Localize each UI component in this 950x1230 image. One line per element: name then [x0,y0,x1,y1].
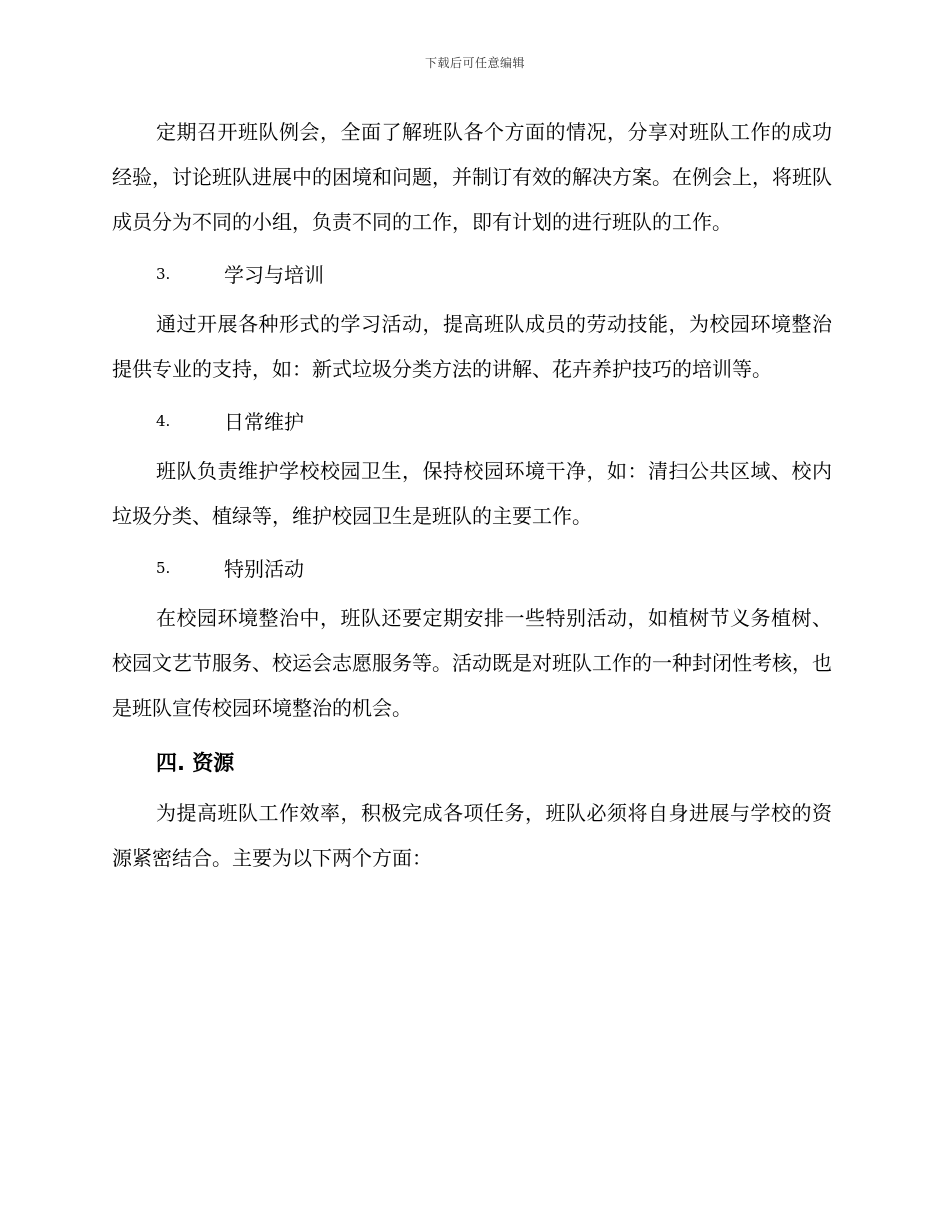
paragraph-daily-maintenance: 班队负责维护学校校园卫生，保持校园环境干净，如：清扫公共区域、校内垃圾分类、植绿等，维护校园卫生是班队的主要工作。 [112,459,832,528]
section-heading-resources: 四. 资源 [156,751,235,775]
paragraph-resources: 为提高班队工作效率，积极完成各项任务，班队必须将自身进展与学校的资源紧密结合。主要为以下两个方面： [112,801,832,870]
item-heading-3 [112,251,832,296]
item-number: 3. [156,264,171,283]
item-title: 学习与培训 [224,263,324,287]
item-heading-5 [112,545,832,590]
document-body [112,110,832,881]
paragraph-special-activities: 在校园环境整治中，班队还要定期安排一些特别活动，如植树节义务植树、校园文艺节服务、校运会志愿服务等。活动既是对班队工作的一种封闭性考核，也是班队宣传校园环境整治的机会。 [112,606,832,720]
item-title: 日常维护 [224,410,304,434]
paragraph-study-training: 通过开展各种形式的学习活动，提高班队成员的劳动技能，为校园环境整治提供专业的支持，如：新式垃圾分类方法的讲解、花卉养护技巧的培训等。 [112,312,832,381]
paragraph-meeting: 定期召开班队例会，全面了解班队各个方面的情况，分享对班队工作的成功经验，讨论班队进展中的困境和问题，并制订有效的解决方案。在例会上，将班队成员分为不同的小组，负责不同的工作，即有计划的进行班队的工作。 [112,120,832,234]
item-number: 4. [156,411,171,430]
item-heading-4 [112,398,832,443]
item-title: 特别活动 [224,557,304,581]
item-number: 5. [156,558,171,577]
page-header-note: 下载后可任意编辑 [424,56,525,70]
